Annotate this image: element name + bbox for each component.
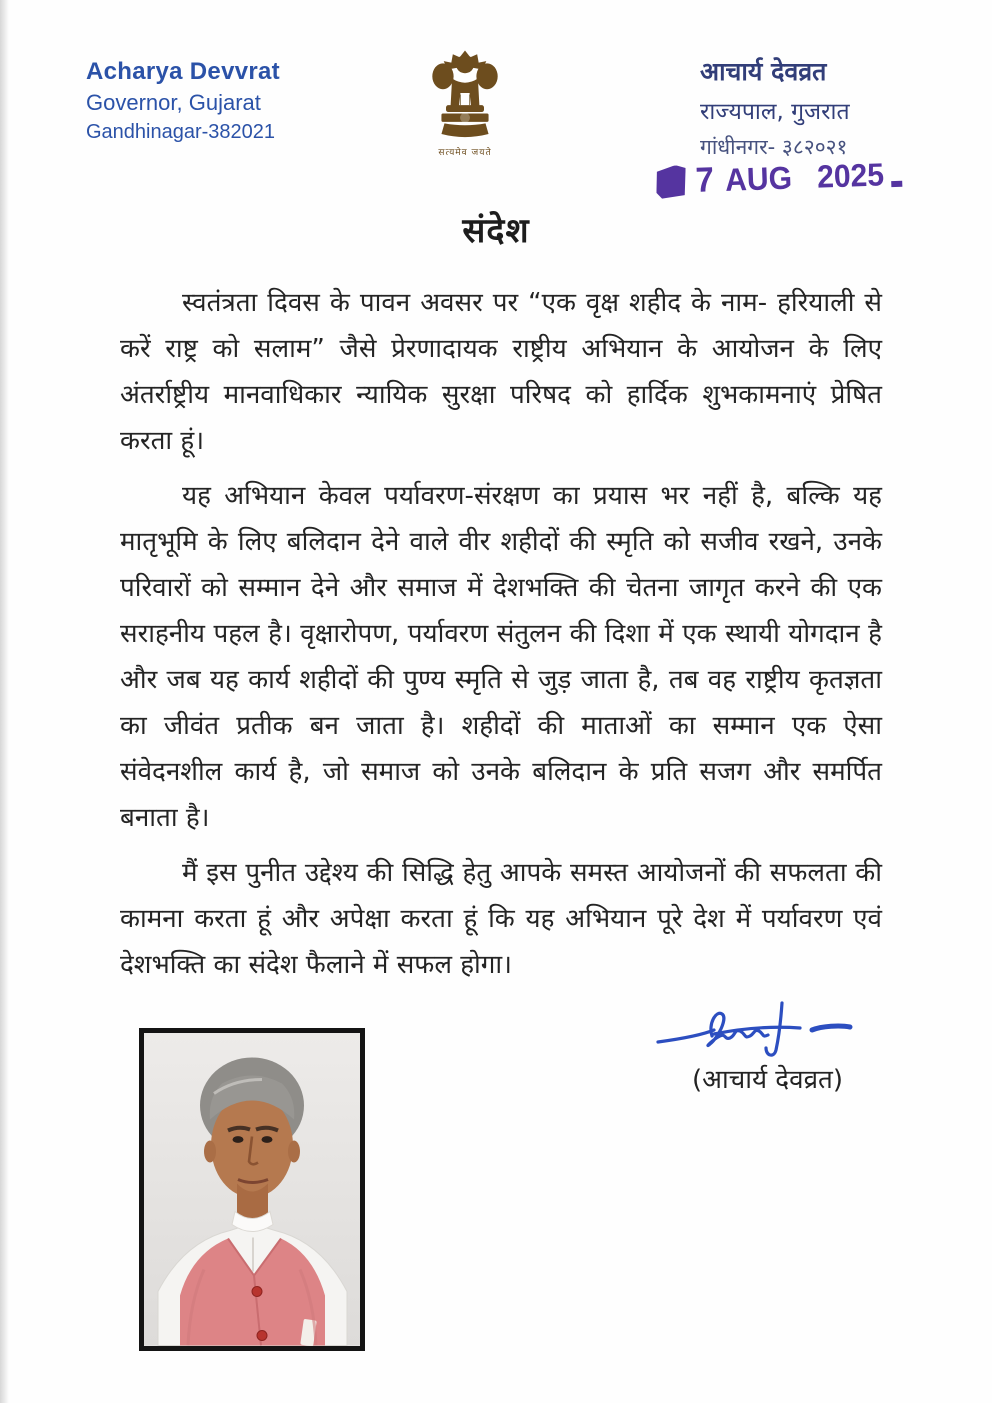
sender-title-english: Governor, Gujarat [86, 90, 261, 115]
date-stamp [655, 154, 902, 203]
paragraph-1: स्वतंत्रता दिवस के पावन अवसर पर “एक वृक्ष शहीद के नाम- हरियाली से करें राष्ट्र को सलाम” जैसे प्रेरणादायक राष्ट्रीय अभियान के आयोजन के लिए अंतर्राष्ट्रीय मानवाधिकार न्यायिक सुरक्षा परिषद को हार्दिक शुभकामनाएं प्रेषित करता हूं। [120, 288, 882, 456]
signatory-name: (आचार्य देवव्रत) [692, 1065, 843, 1095]
letter-heading: संदेश [462, 211, 530, 251]
sender-title-hindi: राज्यपाल, गुजरात [700, 99, 850, 125]
sender-address-english: Gandhinagar-382021 [86, 121, 276, 143]
letter-body [120, 280, 882, 997]
lion-capital-icon [427, 44, 503, 142]
stamp-month: AUG [724, 159, 794, 198]
stamp-day: 7 [694, 160, 715, 200]
handwritten-signature [650, 998, 868, 1058]
sender-name-english: Acharya Devvrat [86, 58, 280, 85]
paragraph-2: यह अभियान केवल पर्यावरण-संरक्षण का प्रयास भर नहीं है, बल्कि यह मातृभूमि के लिए बलिदान देने वाले वीर शहीदों की स्मृति को सजीव रखने, उनके परिवारों को सम्मान देने और समाज में देशभक्ति की चेतना जागृत करने की एक सराहनीय पहल है। वृक्षारोपण, पर्यावरण संतुलन की दिशा में एक स्थायी योगदान है और जब यह कार्य शहीदों की पुण्य स्मृति से जुड़ जाता है, तब वह राष्ट्रीय कृतज्ञता का जीवंत प्रतीक बन जाता है। शहीदों की माताओं का सम्मान एक ऐसा संवेदनशील कार्य है, जो समाज को उनके बलिदान के प्रति सजग और समर्पित बनाता है। [120, 481, 882, 833]
sender-address-hindi: गांधीनगर- ३८२०२१ [700, 135, 848, 159]
emblem-motto: सत्यमेव जयते [438, 148, 492, 158]
paragraph-3: मैं इस पुनीत उद्देश्य की सिद्धि हेतु आपके समस्त आयोजनों की सफलता की कामना करता हूं और अपेक्षा करता हूं कि यह अभियान पूरे देश में पर्यावरण एवं देशभक्ति का संदेश फैलाने में सफल होगा। [120, 858, 882, 980]
stamp-ink-mark [891, 181, 902, 187]
national-emblem [423, 44, 507, 158]
sender-block-hindi [700, 54, 850, 161]
governor-portrait-photo [139, 1028, 365, 1351]
stamp-year: 2025 [816, 155, 885, 195]
sender-block-english [86, 58, 280, 144]
sender-name-hindi: आचार्य देवव्रत [700, 57, 827, 86]
stamp-smudge [655, 165, 686, 199]
portrait-illustration [144, 1033, 360, 1346]
